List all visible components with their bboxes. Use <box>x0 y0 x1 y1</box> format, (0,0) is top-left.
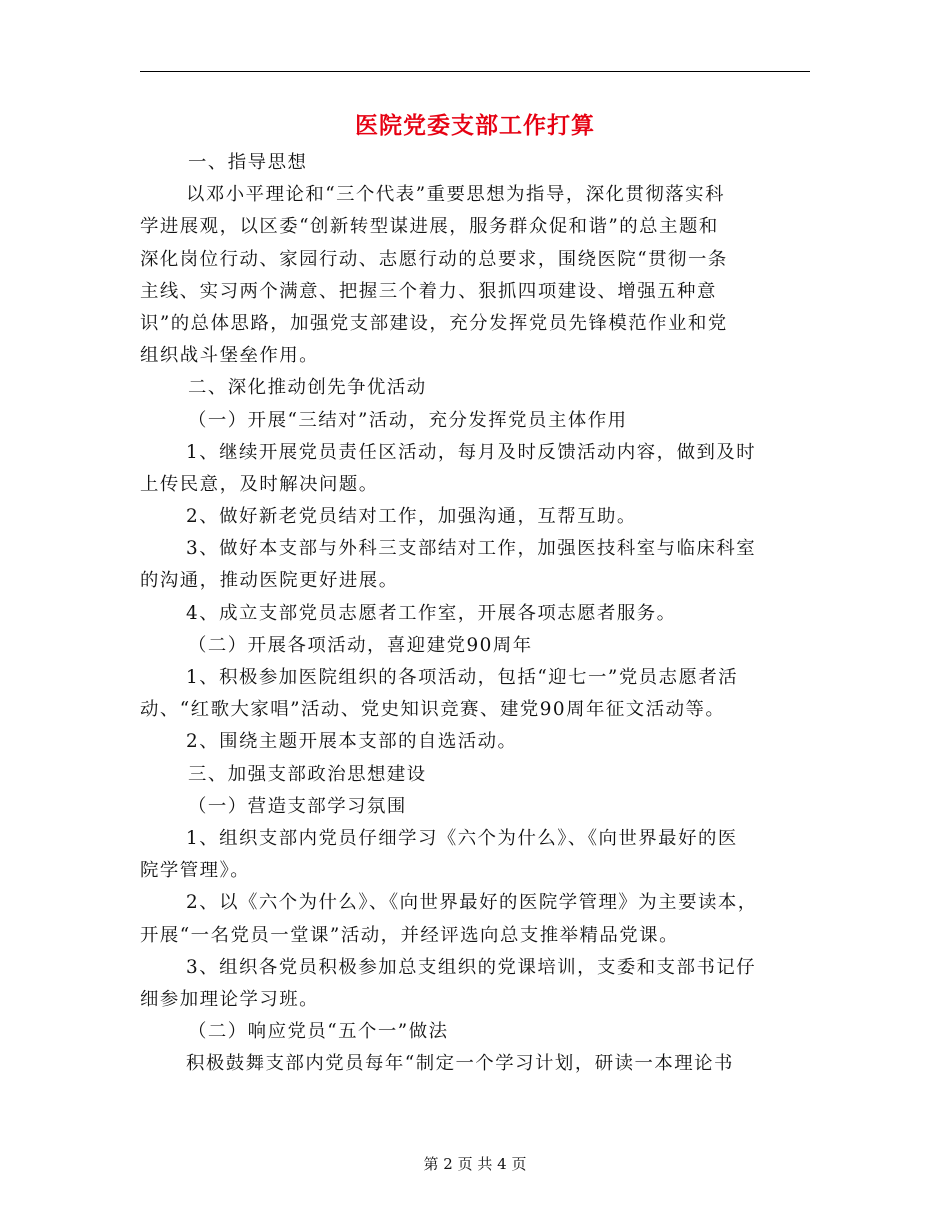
paragraph-line: 1、继续开展党员责任区活动，每月及时反馈活动内容，做到及时 <box>186 441 757 463</box>
paragraph-line: 3、组织各党员积极参加总支组织的党课培训，支委和支部书记仔 <box>186 956 757 978</box>
paragraph-line: 上传民意，及时解决问题。 <box>140 473 379 495</box>
paragraph-line: 1、组织支部内党员仔细学习《六个为什么》、《向世界最好的医 <box>186 827 738 849</box>
paragraph-line: 细参加理论学习班。 <box>140 988 320 1010</box>
paragraph-line: 1、积极参加医院组织的各项活动，包括“迎七一”党员志愿者活 <box>186 667 739 688</box>
paragraph-line: 开展“一名党员一堂课”活动，并经评选向总支推举精品党课。 <box>140 924 679 946</box>
paragraph-line: 2、围绕主题开展本支部的自选活动。 <box>186 731 518 753</box>
paragraph-line: 3、做好本支部与外科三支部结对工作，加强医技科室与临床科室 <box>186 538 757 560</box>
section-heading: 一、指导思想 <box>188 152 308 173</box>
paragraph-line: 组织战斗堡垒作用。 <box>140 345 320 367</box>
subsection-heading: （一）营造支部学习氛围 <box>188 795 407 817</box>
paragraph-line: 2、做好新老党员结对工作，加强沟通，互帮互助。 <box>186 506 637 528</box>
header-rule <box>140 71 810 72</box>
paragraph-line: 识”的总体思路，加强党支部建设，充分发挥党员先锋模范作业和党 <box>140 312 728 334</box>
paragraph-line: 以邓小平理论和“三个代表”重要思想为指导，深化贯彻落实科 <box>186 184 725 206</box>
paragraph-line: 2、以《六个为什么》、《向世界最好的医院学管理》为主要读本， <box>186 892 758 914</box>
paragraph-line: 的沟通，推动医院更好进展。 <box>140 570 399 592</box>
document-title: 医院党委支部工作打算 <box>355 112 595 139</box>
paragraph-line: 院学管理》。 <box>140 860 251 882</box>
paragraph-line: 深化岗位行动、家园行动、志愿行动的总要求，围绕医院“贯彻一条 <box>140 248 728 270</box>
subsection-heading: （一）开展“三结对”活动，充分发挥党员主体作用 <box>188 409 628 431</box>
subsection-heading: （二）开展各项活动，喜迎建党90周年 <box>188 634 533 656</box>
paragraph-line: 主线、实习两个满意、把握三个着力、狠抓四项建设、增强五种意 <box>140 280 717 302</box>
subsection-heading: （二）响应党员“五个一”做法 <box>188 1021 449 1043</box>
paragraph-line: 4、成立支部党员志愿者工作室，开展各项志愿者服务。 <box>186 602 677 624</box>
section-heading: 三、加强支部政治思想建设 <box>188 763 427 785</box>
paragraph-line: 积极鼓舞支部内党员每年“制定一个学习计划，研读一本理论书 <box>186 1053 734 1075</box>
page-number-footer: 第 2 页 共 4 页 <box>423 1155 527 1173</box>
section-heading: 二、深化推动创先争优活动 <box>188 377 427 399</box>
paragraph-line: 学进展观，以区委“创新转型谋进展，服务群众促和谐”的总主题和 <box>140 216 719 238</box>
paragraph-line: 动、“红歌大家唱”活动、党史知识竞赛、建党90周年征文活动等。 <box>140 699 726 721</box>
document-body <box>140 147 805 1080</box>
